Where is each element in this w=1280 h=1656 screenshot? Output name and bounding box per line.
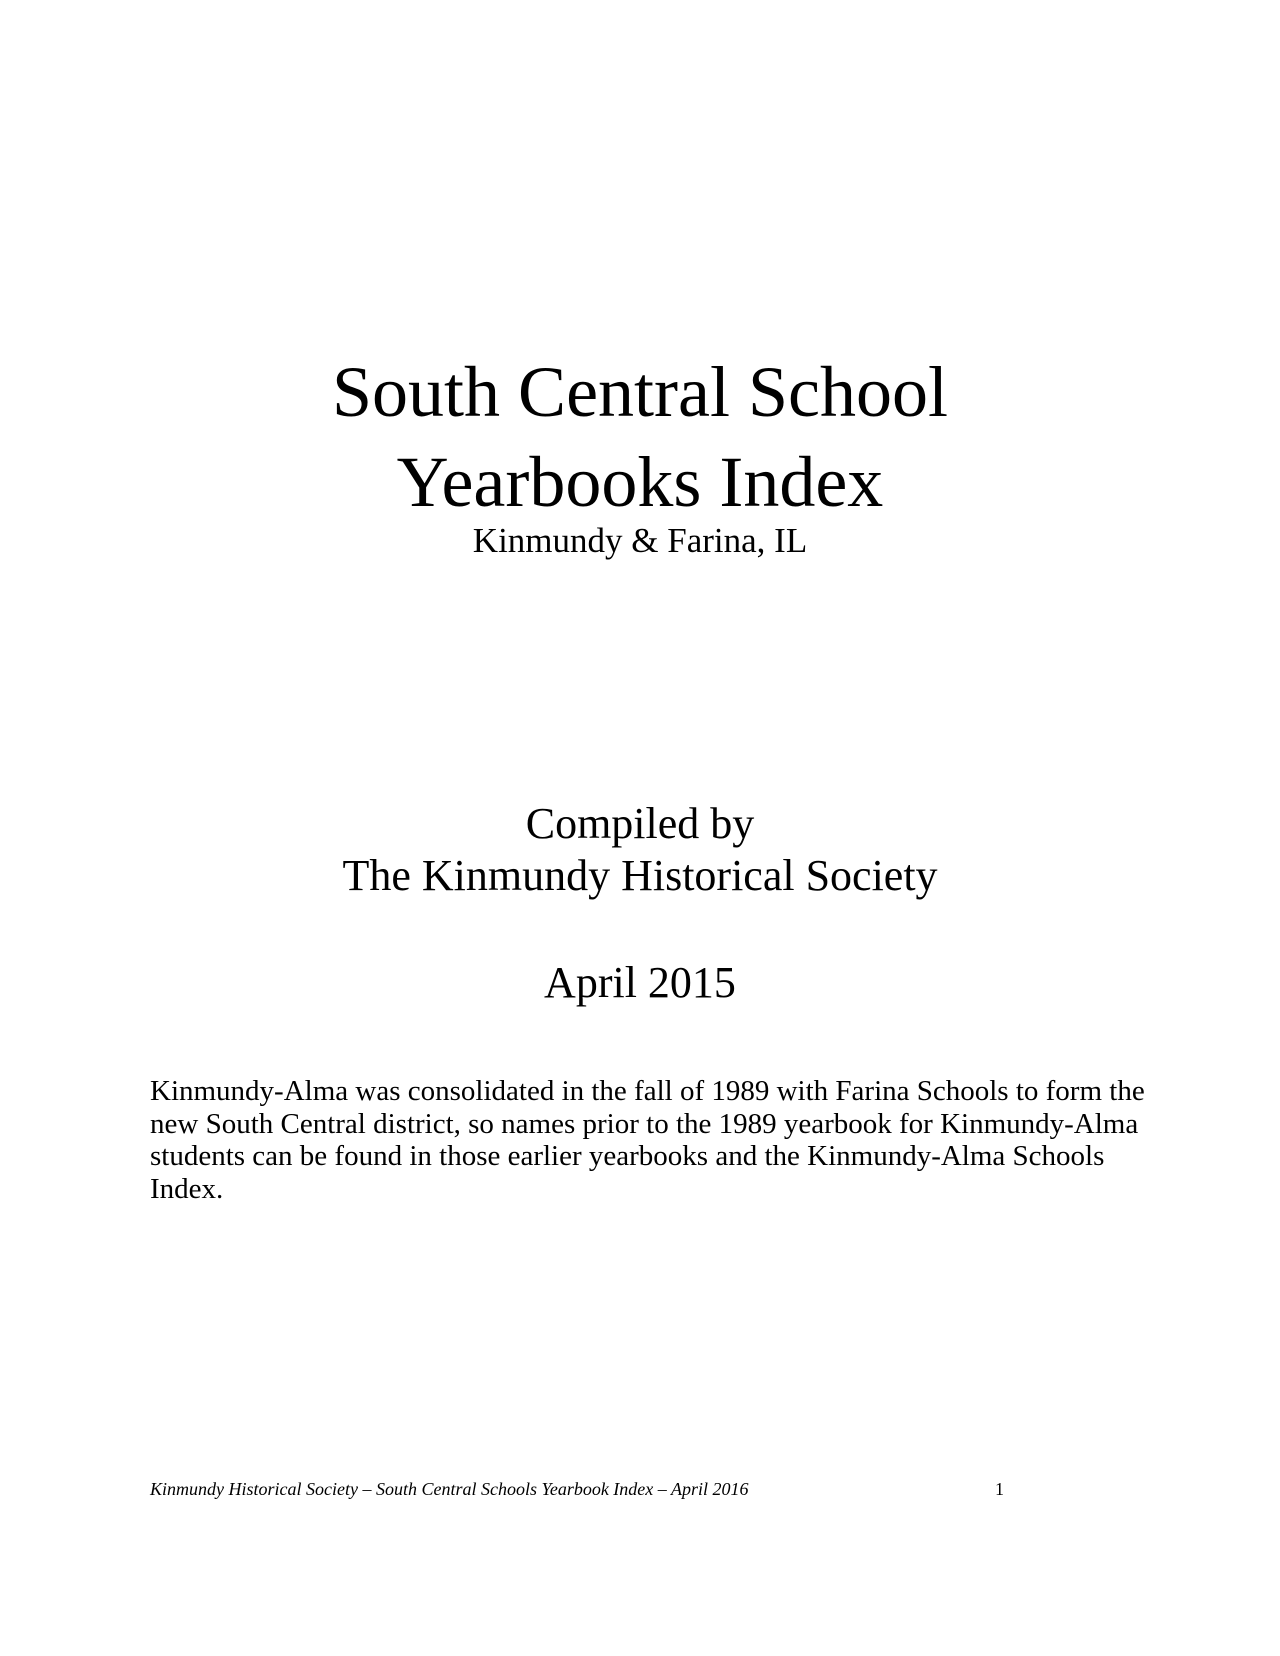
intro-paragraph: Kinmundy-Alma was consolidated in the fall of 1989 with Farina Schools to form the new South Central district, so names prior to the 1989 yearbook for Kinmundy-Alma students can be found in those earlier yearbooks and the Kinmundy-Alma Schools Index. [150, 1075, 1145, 1205]
publication-date: April 2015 [544, 958, 736, 1007]
compiler-name: The Kinmundy Historical Society [342, 851, 938, 900]
page-subtitle: Kinmundy & Farina, IL [472, 521, 808, 560]
page-title-line-1: South Central School [332, 352, 948, 432]
page-footer: Kinmundy Historical Society – South Central Schools Yearbook Index – April 2016 [150, 1479, 749, 1499]
page-title-line-2: Yearbooks Index [396, 442, 884, 522]
page-number: 1 [995, 1479, 1004, 1499]
compiled-by-label: Compiled by [525, 799, 755, 848]
